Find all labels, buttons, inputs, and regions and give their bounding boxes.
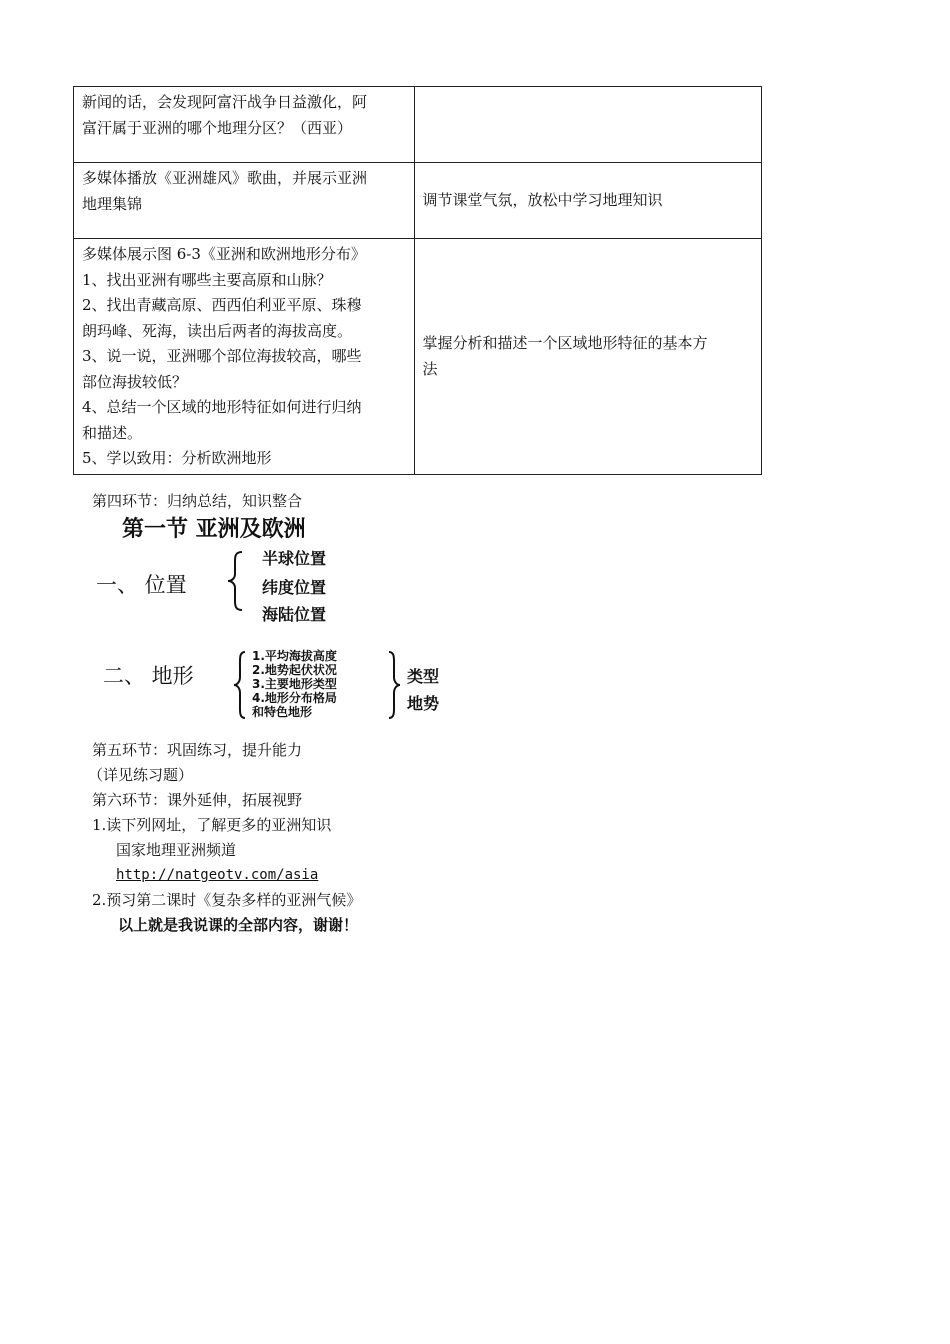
section4-heading: 第四环节：归纳总结，知识整合	[92, 492, 303, 510]
cell-line: 调节课堂气氛，放松中学习地理知识	[422, 191, 663, 210]
diagram-title: 第一节 亚洲及欧洲	[122, 517, 306, 542]
section6-heading: 第六环节：课外延伸，拓展视野	[92, 791, 303, 809]
terrain-result: 地势	[407, 694, 440, 713]
terrain-item: 1.平均海拔高度	[252, 649, 337, 663]
terrain-result: 类型	[407, 667, 440, 686]
cell-line: 地理集锦	[82, 194, 143, 213]
position-label: 一、 位置	[96, 573, 187, 597]
item1-subtitle: 国家地理亚洲频道	[116, 841, 237, 859]
section5-heading: 第五环节：巩固练习，提升能力	[92, 741, 303, 759]
cell-line: 新闻的话，会发现阿富汗战争日益激化，阿	[82, 93, 368, 111]
item1-text: 1.读下列网址，了解更多的亚洲知识	[92, 816, 332, 834]
cell-line: 5、学以致用：分析欧洲地形	[82, 449, 272, 467]
natgeo-link[interactable]: http://natgeotv.com/asia	[116, 867, 319, 883]
position-item: 半球位置	[262, 549, 327, 568]
purpose-cell	[414, 239, 762, 475]
position-item: 海陆位置	[262, 605, 327, 624]
table-row	[74, 239, 762, 475]
item2-text: 2.预习第二课时《复杂多样的亚洲气候》	[92, 891, 362, 909]
cell-line: 和描述。	[82, 423, 143, 442]
purpose-cell	[414, 87, 762, 163]
cell-line: 多媒体播放《亚洲雄风》歌曲，并展示亚洲	[82, 169, 368, 187]
terrain-right-brace-icon	[386, 650, 402, 720]
position-item: 纬度位置	[262, 578, 327, 597]
cell-line: 3、说一说，亚洲哪个部位海拔较高，哪些	[82, 347, 362, 365]
cell-line: 富汗属于亚洲的哪个地理分区？（西亚）	[82, 118, 353, 137]
cell-line: 掌握分析和描述一个区域地形特征的基本方	[422, 334, 708, 353]
terrain-label: 二、 地形	[103, 664, 194, 688]
terrain-left-brace-icon	[232, 650, 248, 720]
activity-cell	[74, 163, 415, 239]
cell-line: 1、找出亚洲有哪些主要高原和山脉？	[82, 270, 332, 289]
activity-cell	[74, 239, 415, 475]
terrain-item: 2.地势起伏状况	[252, 663, 337, 677]
cell-line: 多媒体展示图 6-3《亚洲和欧洲地形分布》	[82, 245, 366, 263]
cell-line: 法	[422, 359, 438, 378]
cell-line: 部位海拔较低？	[82, 372, 188, 391]
purpose-cell	[414, 163, 762, 239]
closing-text: 以上就是我说课的全部内容，谢谢！	[118, 916, 359, 934]
terrain-item: 和特色地形	[252, 705, 313, 719]
position-brace-icon	[226, 550, 246, 612]
table-row	[74, 87, 762, 163]
section5-note: （详见练习题）	[88, 766, 194, 784]
table-row	[74, 163, 762, 239]
lesson-table	[73, 86, 762, 475]
cell-line: 4、总结一个区域的地形特征如何进行归纳	[82, 398, 362, 416]
terrain-item: 4.地形分布格局	[252, 691, 337, 705]
activity-cell	[74, 87, 415, 163]
cell-line: 朗玛峰、死海，读出后两者的海拔高度。	[82, 321, 353, 340]
cell-line: 2、找出青藏高原、西西伯利亚平原、珠穆	[82, 296, 362, 314]
terrain-item: 3.主要地形类型	[252, 677, 337, 691]
